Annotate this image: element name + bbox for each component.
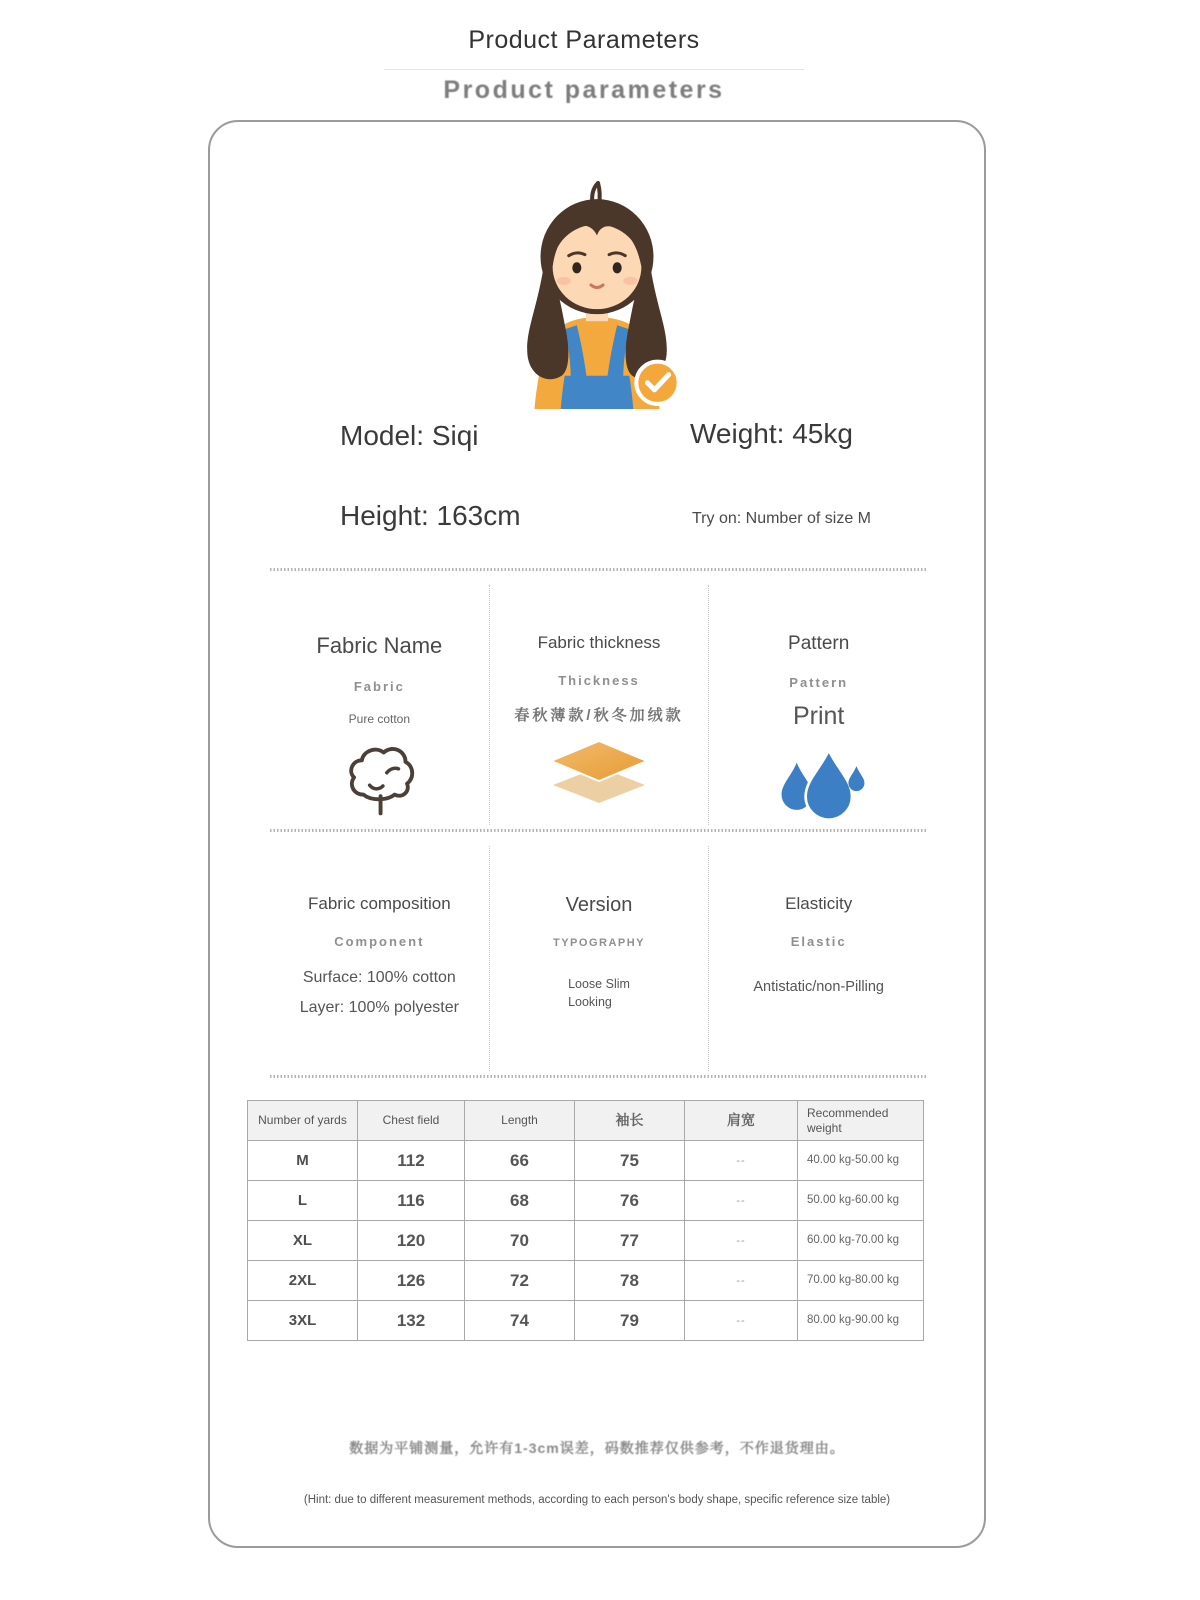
spec-value: Antistatic/non-Pilling [753, 979, 884, 995]
spec-title: Elasticity [785, 894, 853, 913]
spec-title: Fabric Name [316, 633, 443, 658]
cell-size: L [248, 1181, 358, 1221]
spec-version [489, 846, 710, 1071]
cell-size: 2XL [248, 1261, 358, 1301]
spec-title: Fabric composition [308, 894, 451, 913]
cell-length: 70 [465, 1221, 575, 1261]
table-row [248, 1261, 924, 1301]
cell-chest: 132 [358, 1301, 465, 1341]
spec-fabric-name [270, 585, 489, 825]
dotted-divider [270, 1075, 928, 1078]
spec-row-2 [270, 846, 928, 1071]
col-header-size: Number of yards [248, 1101, 358, 1141]
cell-length: 66 [465, 1141, 575, 1181]
cell-sleeve: 75 [575, 1141, 685, 1181]
cell-sleeve: 76 [575, 1181, 685, 1221]
spec-value: Print [792, 702, 845, 730]
page-title: Product Parameters [468, 26, 700, 54]
model-avatar [505, 178, 689, 410]
check-badge-icon [636, 362, 678, 404]
col-header-shoulder: 肩宽 [685, 1101, 798, 1141]
spec-value: Loose Slim Looking [568, 977, 630, 1010]
cell-size: XL [248, 1221, 358, 1261]
spec-value-line1: Surface: 100% cotton [302, 969, 456, 986]
spec-title: Pattern [788, 633, 850, 654]
spec-title: Version [565, 894, 633, 916]
table-row [248, 1301, 924, 1341]
spec-subtitle: Elastic [790, 934, 847, 949]
cell-sleeve: 78 [575, 1261, 685, 1301]
cell-weight: 70.00 kg-80.00 kg [798, 1261, 924, 1301]
cell-length: 68 [465, 1181, 575, 1221]
table-row [248, 1181, 924, 1221]
model-name-label: Model: Siqi [340, 420, 479, 451]
water-drops-icon [769, 743, 869, 830]
cell-weight: 40.00 kg-50.00 kg [798, 1141, 924, 1181]
cell-weight: 50.00 kg-60.00 kg [798, 1181, 924, 1221]
spec-subtitle: Thickness [558, 673, 640, 688]
col-header-length: Length [465, 1101, 575, 1141]
spec-subtitle: Pattern [789, 675, 849, 690]
model-weight-label: Weight: 45kg [690, 418, 853, 449]
cell-shoulder: -- [685, 1221, 798, 1261]
spec-value: 春秋薄款/秋冬加绒款 [514, 707, 684, 724]
cotton-icon [340, 738, 418, 825]
measurement-note-en: (Hint: due to different measurement methods, according to each person's body shape, specific reference size table) [303, 1494, 891, 1506]
col-header-chest: Chest field [358, 1101, 465, 1141]
spec-title: Fabric thickness [537, 633, 661, 652]
spec-row-1 [270, 585, 928, 825]
dotted-divider [270, 829, 928, 832]
dotted-divider [270, 568, 928, 571]
girl-avatar-icon [505, 178, 689, 410]
title-divider [384, 69, 804, 70]
parameters-card [208, 120, 986, 1548]
cell-sleeve: 79 [575, 1301, 685, 1341]
cell-size: M [248, 1141, 358, 1181]
cell-shoulder: -- [685, 1141, 798, 1181]
cell-size: 3XL [248, 1301, 358, 1341]
model-height-label: Height: 163cm [340, 500, 521, 531]
table-row [248, 1221, 924, 1261]
col-header-weight: Recommended weight [798, 1101, 924, 1141]
cell-chest: 116 [358, 1181, 465, 1221]
cell-length: 72 [465, 1261, 575, 1301]
col-header-sleeve: 袖长 [575, 1101, 685, 1141]
measurement-note-cn: 数据为平铺测量，允许有1-3cm误差，码数推荐仅供参考，不作退货理由。 [349, 1440, 845, 1456]
spec-value-line2: Layer: 100% polyester [299, 999, 459, 1016]
cell-shoulder: -- [685, 1301, 798, 1341]
cell-weight: 80.00 kg-90.00 kg [798, 1301, 924, 1341]
spec-elasticity [709, 846, 928, 1071]
spec-value: Pure cotton [348, 712, 411, 726]
page-subtitle: Product parameters [443, 76, 725, 104]
spec-subtitle: TYPOGRAPHY [553, 937, 646, 949]
layers-icon [544, 737, 654, 814]
spec-fabric-composition [270, 846, 489, 1071]
cell-shoulder: -- [685, 1261, 798, 1301]
spec-subtitle: Fabric [353, 679, 405, 694]
cell-length: 74 [465, 1301, 575, 1341]
cell-chest: 120 [358, 1221, 465, 1261]
spec-pattern [709, 585, 928, 825]
spec-subtitle: Component [334, 934, 425, 949]
table-row [248, 1141, 924, 1181]
spec-fabric-thickness [489, 585, 710, 825]
cell-chest: 112 [358, 1141, 465, 1181]
cell-weight: 60.00 kg-70.00 kg [798, 1221, 924, 1261]
cell-chest: 126 [358, 1261, 465, 1301]
cell-sleeve: 77 [575, 1221, 685, 1261]
size-table-header-row [248, 1101, 924, 1141]
model-tryon-label: Try on: Number of size M [692, 510, 872, 527]
cell-shoulder: -- [685, 1181, 798, 1221]
size-table [247, 1100, 924, 1341]
